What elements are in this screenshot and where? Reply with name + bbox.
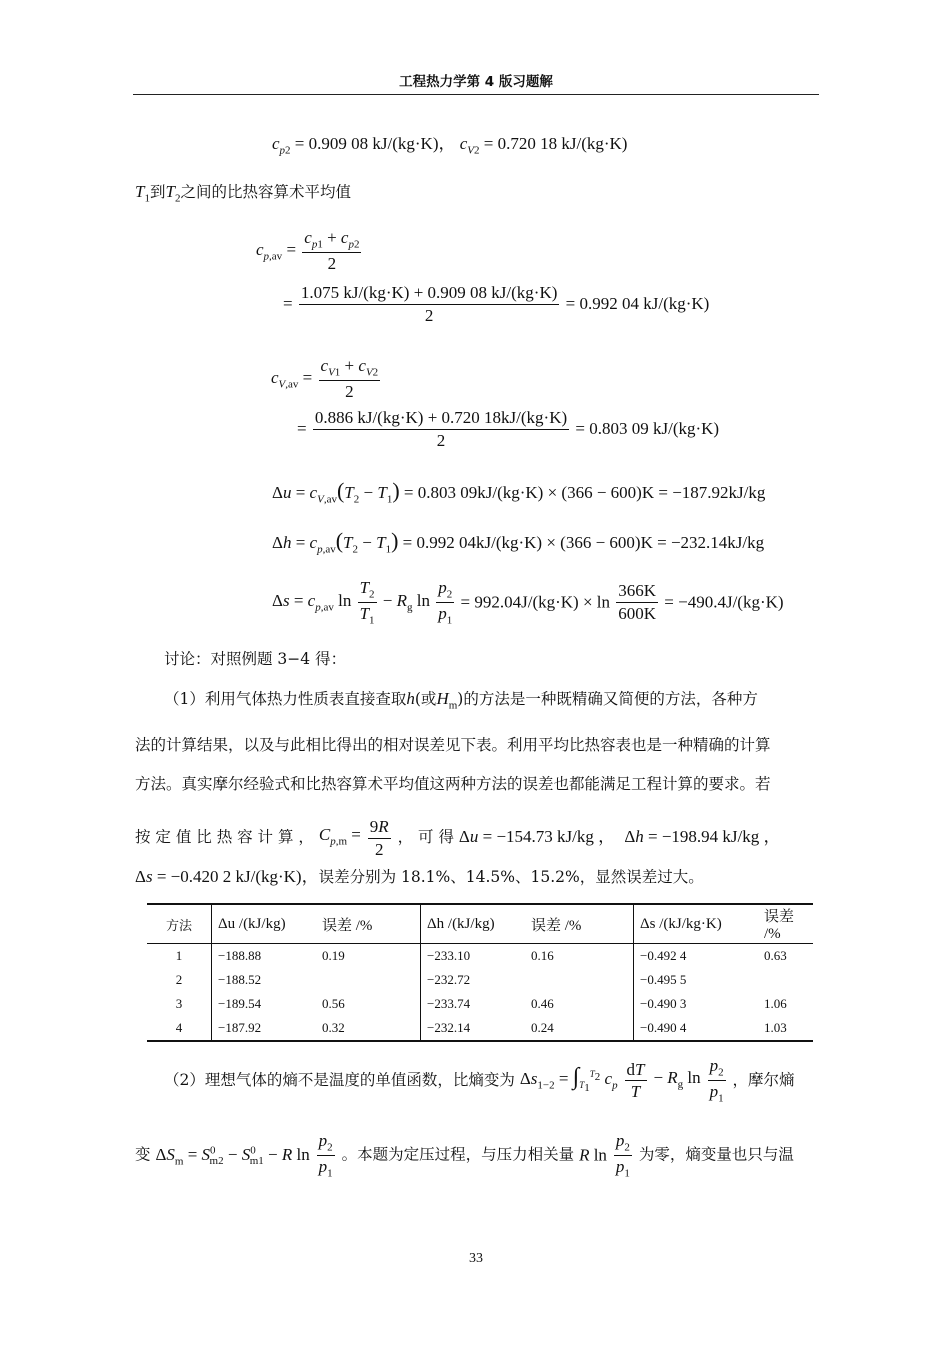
table-cell: −187.92	[218, 1020, 262, 1035]
para1-line1-b: (或	[414, 690, 437, 708]
para1-line4-b: ， 可 得	[397, 828, 454, 847]
equation-cp2-cv2: $c_{p2} = 0.909$ 08 kJ/(kg·K)， $c_{V2} = 0.720$ 18 kJ/(kg·K)	[272, 134, 628, 157]
table-cell: −233.10	[427, 948, 471, 963]
para1-dh-value: = −198.94 kJ/kg ，	[648, 827, 781, 847]
para1-line1-a: （1）利用气体热力性质表直接查取	[164, 690, 407, 708]
para2-a: （2）理想气体的熵不是温度的单值函数，比熵变为	[164, 1070, 515, 1089]
table-cell: −233.74	[427, 996, 471, 1011]
table-cell: 0.19	[316, 944, 421, 969]
para1-line5: Δs = −0.420 2 kJ/(kg·K)，误差分别为 18.1%、14.5%、15.2%，显然误差过大。	[135, 867, 704, 886]
col-ds-header: Δs /(kJ/kg·K)	[640, 915, 722, 932]
table-cell: 0.24	[525, 1016, 634, 1041]
delta-s-numerator: 366K	[616, 581, 658, 603]
table-cell: −0.495 5	[640, 972, 687, 987]
table-row	[147, 1016, 813, 1041]
equation-cpav-numeric: = $\frac{1.075 kJ/(kg\cdot K) + 0.909 08 kJ/(kg\cdot K)}{2}$ = 0.992 04 kJ/(kg·K)	[283, 283, 710, 325]
equation-delta-s: $\Delta s = c_{p,av}$ ln $\frac{T_2}{T_1}$ − $R_g$ ln $\frac{p_2}{p_1}$ = 992.04J/(kg·K) × ln $\frac{366K}{600K}$ = −490.4J/(kg·K)	[272, 578, 784, 627]
equation-cvav-definition: $c_{V,av}$ = $\frac{c_{V1} + c_{V2}}{2}$	[271, 356, 379, 402]
table-cell: 0.63	[764, 948, 787, 963]
cv2-value: = 0.720 18 kJ/(kg·K)	[483, 134, 628, 153]
table-cell: 0.16	[525, 944, 634, 969]
table-cell: −0.492 4	[640, 948, 687, 963]
table-cell: −232.72	[427, 972, 471, 987]
para2-line1: （2）理想气体的熵不是温度的单值函数，比熵变为 $\Delta s_{1-2} = \int_{T_1}^{T_2}$ $c_p$ $\frac{dT}{T}$ − $R_g$ ln $\frac{p_2}{p_1}$ ，摩尔熵	[164, 1056, 795, 1105]
cpav-result: = 0.992 04 kJ/(kg·K)	[565, 294, 710, 314]
table-cell: −188.52	[218, 972, 262, 987]
table-cell: −232.14	[427, 1020, 471, 1035]
delta-h-result: = 0.992 04kJ/(kg·K) × (366 − 600)K = −232.14kJ/kg	[402, 533, 765, 552]
col-ds-err-header: 误差 /%	[764, 909, 795, 942]
line-t1-t2: $T_1$到$T_2$之间的比热容算术平均值	[135, 182, 351, 205]
col-du-header: Δu /(kJ/kg)	[218, 915, 286, 932]
table-cell: −188.88	[218, 948, 262, 963]
delta-s-mid: = 992.04J/(kg·K) × ln	[460, 592, 611, 612]
para1-line5-tail: 误差分别为 18.1%、14.5%、15.2%，显然误差过大。	[318, 868, 704, 886]
table-cell: 1.06	[764, 996, 787, 1011]
table-cell: 3	[147, 992, 212, 1016]
col-dh-header: Δh /(kJ/kg)	[427, 915, 495, 932]
table-cell: 1	[147, 944, 212, 969]
cpav-numerator: 1.075 kJ/(kg·K) + 0.909 08 kJ/(kg·K)	[299, 283, 560, 305]
header-rule	[133, 94, 819, 95]
para1-line4: 按 定 值 比 热 容 计 算 ， $C_{p,m}$ = $\frac{9R}{2}$ ， 可 得 Δu = −154.73 kJ/kg ， Δh = −198.94 kJ/kg ，	[135, 817, 781, 859]
para2-line2-b: 。本题为定压过程，与压力相关量	[341, 1145, 575, 1164]
table-cell	[525, 968, 634, 992]
table-header-row	[147, 904, 813, 944]
equation-delta-h: $\Delta h = c_{p,av}(T_2 - T_1) = 0.992$ 04kJ/(kg·K) × (366 − 600)K = −232.14kJ/kg	[272, 528, 765, 556]
table-cell: −0.490 3	[640, 996, 687, 1011]
page-number: 33	[469, 1251, 483, 1266]
para1-ds-value: = −0.420 2 kJ/(kg·K)，	[156, 867, 319, 886]
para2-line2-a: 变	[135, 1145, 151, 1164]
para2-b: ，摩尔熵	[732, 1070, 795, 1089]
cp2-value: = 0.909 08 kJ/(kg·K)，	[294, 134, 456, 153]
table-cell: 2	[147, 968, 212, 992]
table-row	[147, 968, 813, 992]
col-du-err-header: 误差 /%	[316, 904, 421, 944]
cvav-result: = 0.803 09 kJ/(kg·K)	[575, 419, 720, 439]
table-cell: 0.56	[316, 992, 421, 1016]
table-cell: 4	[147, 1016, 212, 1041]
para1-line2: 法的计算结果，以及与此相比得出的相对误差见下表。利用平均比热容表也是一种精确的计算	[135, 736, 771, 754]
para1-line1-c: )的方法是一种既精确又简便的方法，各种方	[457, 690, 758, 708]
table-cell: −189.54	[218, 996, 262, 1011]
equation-delta-u: $\Delta u = c_{V,av}(T_2 - T_1) = 0.803$ 09kJ/(kg·K) × (366 − 600)K = −187.92kJ/kg	[272, 478, 766, 506]
table-cell: 0.32	[316, 1016, 421, 1041]
para1-line4-a: 按 定 值 比 热 容 计 算 ，	[135, 828, 314, 847]
cvav-numerator: 0.886 kJ/(kg·K) + 0.720 18kJ/(kg·K)	[313, 408, 569, 430]
line-t1-t2-mid: 到	[149, 183, 166, 201]
table-cell	[758, 968, 813, 992]
table-cell: 1.03	[764, 1020, 787, 1035]
table-row	[147, 992, 813, 1016]
para2-line2-c: 为零，熵变量也只与温	[638, 1145, 794, 1164]
equation-cpav-definition: $c_{p,av}$ = $\frac{c_{p1} + c_{p2}}{2}$	[256, 228, 360, 274]
delta-s-denominator: 600K	[618, 604, 657, 624]
table-cell: −0.490 4	[640, 1020, 687, 1035]
line-t1-t2-tail: 之间的比热容算术平均值	[180, 183, 351, 201]
table-row	[147, 944, 813, 969]
para2-line2: 变 $\Delta S_m = S^0_{m2} - S^0_{m1} - R$ ln $\frac{p_2}{p_1}$ 。本题为定压过程，与压力相关量 R ln $\frac{p_2}{p_1}$ 为零，熵变量也只与温	[135, 1131, 794, 1180]
table-cell	[316, 968, 421, 992]
table-cell: 0.46	[525, 992, 634, 1016]
discussion-heading: 讨论：对照例题 3−4 得：	[164, 650, 347, 668]
results-table	[147, 903, 813, 1042]
delta-u-result: = 0.803 09kJ/(kg·K) × (366 − 600)K = −187.92kJ/kg	[403, 483, 766, 502]
equation-cvav-numeric: = $\frac{0.886 kJ/(kg\cdot K) + 0.720 18kJ/(kg\cdot K)}{2}$ = 0.803 09 kJ/(kg·K)	[297, 408, 720, 450]
para1-line3: 方法。真实摩尔经验式和比热容算术平均值这两种方法的误差也都能满足工程计算的要求。若	[135, 775, 771, 793]
col-method-header: 方法	[147, 904, 212, 944]
running-header: 工程热力学第 4 版习题解	[399, 74, 553, 90]
delta-s-result: = −490.4J/(kg·K)	[664, 592, 784, 612]
col-dh-err-header: 误差 /%	[525, 904, 634, 944]
para1-line1: （1）利用气体热力性质表直接查取h(或$H_m$)的方法是一种既精确又简便的方法，各种方	[164, 689, 758, 712]
para1-du-value: = −154.73 kJ/kg ，	[482, 827, 616, 847]
